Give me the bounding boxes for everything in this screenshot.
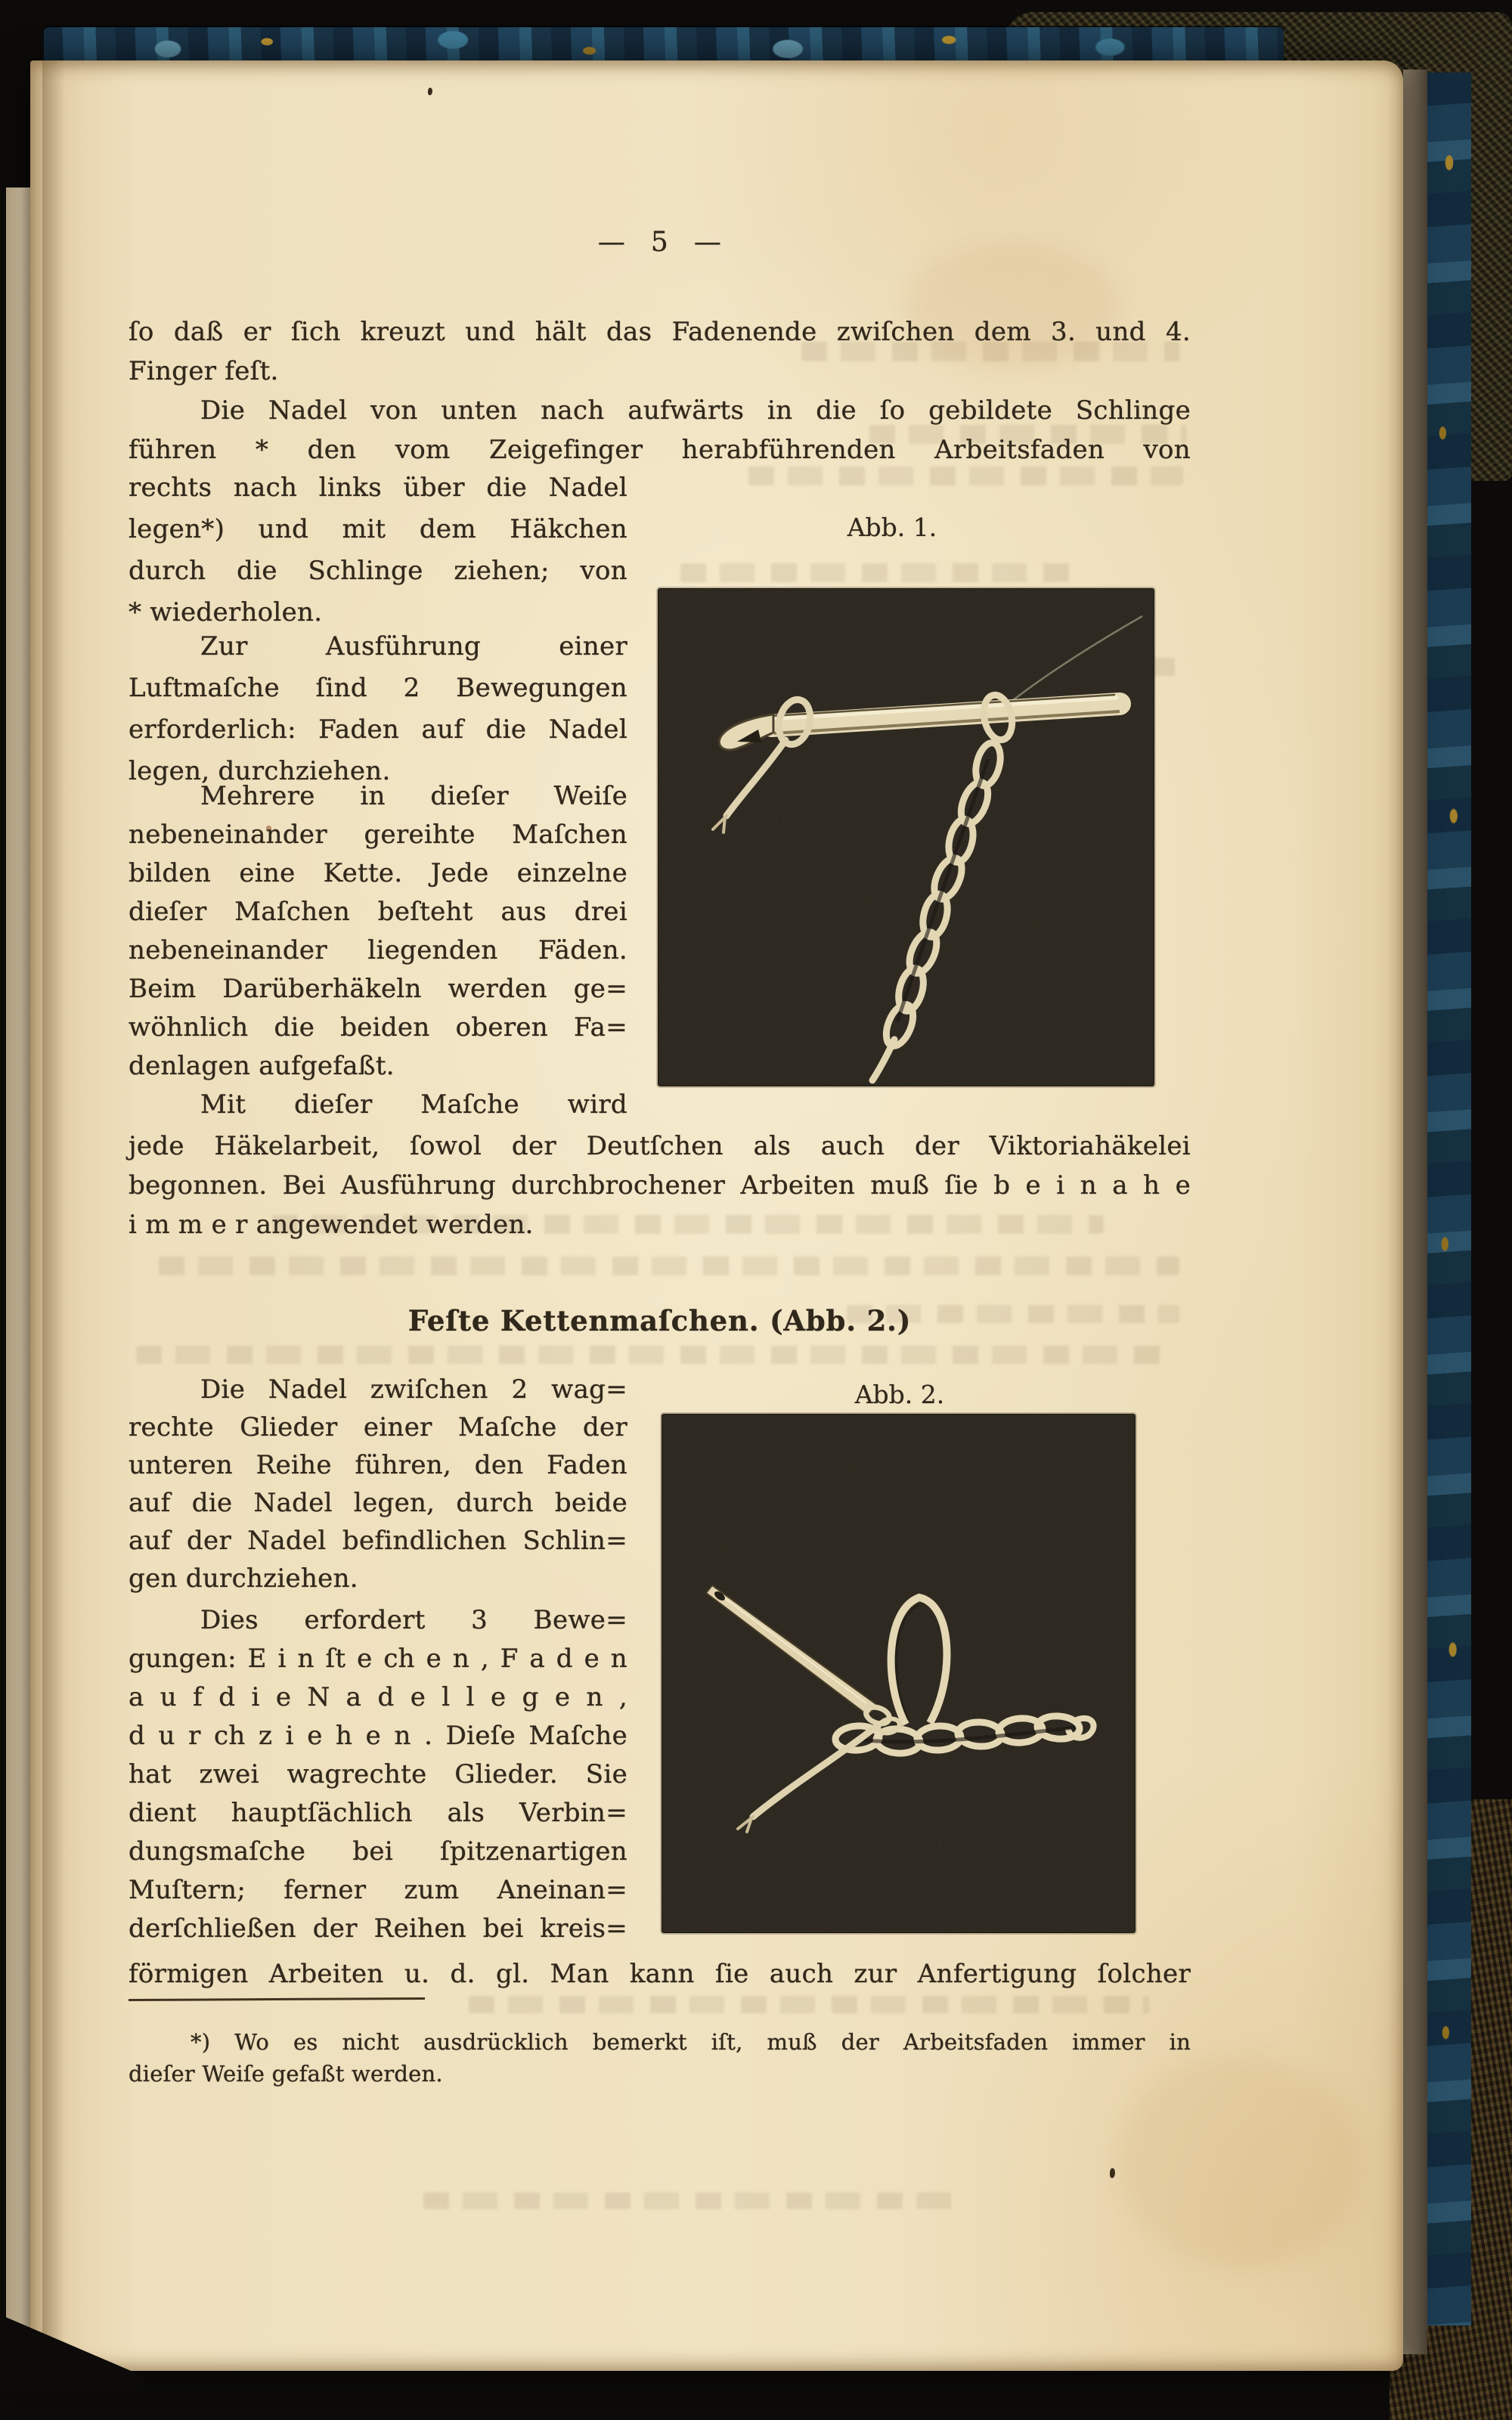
text-line: derſchließen der Reihen bei kreis= [129,1913,627,1944]
text-line: Die Nadel zwiſchen 2 wag= [200,1374,627,1405]
text-line: ſo daß er ſich kreuzt und hält das Fadenende zwiſchen dem 3. und 4. [129,317,1191,347]
paragraph-schlinge [129,391,1191,469]
figure-1-woodcut [658,588,1154,1086]
text-line: Muſtern; ferner zum Aneinan= [129,1875,627,1905]
text-line: Finger feſt. [129,356,279,386]
slip-stitch-chain-illustration [662,1415,1135,1932]
underlying-page-edge [6,187,32,2363]
text-line: legen, durchziehen. [129,756,391,786]
text-line: förmigen Arbeiten u. d. gl. Man kann ſie auch zur Anfertigung ſolcher [129,1959,1191,1989]
paragraph-luftmasche [129,626,627,792]
showthrough-ghost [680,563,1074,582]
paragraph-kette [129,777,627,1086]
text-line: durch die Schlinge ziehen; von [129,556,627,586]
text-line: dieſer Maſchen beſteht aus drei [129,897,627,927]
showthrough-ghost [136,1346,1172,1364]
text-line: denlagen aufgefaßt. [129,1051,395,1081]
paragraph-masche-lead [129,1086,627,1124]
text-line: nebeneinander gereihte Maſchen [129,820,627,850]
figure-2-caption: Abb. 2. [854,1380,945,1409]
text-line: auf der Nadel befindlichen Schlin= [129,1526,627,1556]
column-schlinge-continued [129,467,627,634]
text-line: Dies erfordert 3 Bewe= [200,1605,627,1635]
text-line: gen durchziehen. [129,1563,358,1594]
paragraph-bewegungen [129,1601,627,1948]
text-line: * wiederholen. [129,597,323,627]
text-line: Mehrere in dieſer Weiſe [200,781,627,811]
section-heading: Feſte Kettenmaſchen. (Abb. 2.) [407,1304,912,1337]
text-line: jede Häkelarbeit, ſowol der Deutſchen als auch der Viktoriahäkelei [129,1131,1191,1161]
text-line: Mit dieſer Maſche wird [200,1089,627,1120]
text-line: Zur Ausführung einer [200,631,627,662]
text-line: rechts nach links über die Nadel [129,473,627,503]
text-line: führen * den vom Zeigefinger herabführenden Arbeitsfaden von [129,435,1191,465]
paragraph-masche-continued [129,1126,1191,1244]
text-line: nebeneinander liegenden Fäden. [129,935,627,965]
paragraph-intro [129,312,1191,391]
ink-speck [428,88,432,95]
text-line: erforderlich: Faden auf die Nadel [129,714,627,745]
figure-1-caption: Abb. 1. [847,513,937,542]
paragraph-foermigen [129,1954,1191,1994]
fore-edge-marbling [1427,73,1471,2325]
top-edge-marbling [44,27,1284,64]
text-line: dieſer Weiſe gefaßt werden. [129,2061,443,2087]
footnote [129,2026,1191,2090]
footnote-rule [129,1997,425,2001]
page [30,60,1403,2371]
ink-speck [1110,2168,1115,2178]
paragraph-nadel2 [129,1371,627,1597]
text-line: i m m e r angewendet werden. [129,1210,534,1240]
text-line: unteren Reihe führen, den Faden [129,1450,627,1480]
gutter-crease [42,60,65,2371]
text-line: hat zwei wagrechte Glieder. Sie [129,1759,627,1789]
text-line: rechte Glieder einer Maſche der [129,1412,627,1442]
showthrough-ghost [469,1996,1149,2013]
text-line: legen*) und mit dem Häkchen [129,514,627,544]
text-line: begonnen. Bei Ausführung durchbrochener Arbeiten muß ſie b e i n a h e [129,1170,1191,1201]
text-line: Die Nadel von unten nach aufwärts in die ſo gebildete Schlinge [200,395,1191,426]
text-line: Beim Darüberhäkeln werden ge= [129,974,627,1004]
text-line: dungsmaſche bei ſpitzenartigen [129,1836,627,1867]
text-line: gungen: E i n ſt e ch e n , F a d e n [129,1644,627,1674]
fore-edge-pages [1403,70,1427,2354]
text-line: dient hauptſächlich als Verbin= [129,1798,627,1828]
figure-2-woodcut [662,1414,1136,1933]
text-line: Luftmaſche ſind 2 Bewegungen [129,673,627,703]
showthrough-ghost [423,2192,968,2209]
crochet-hook-chain-illustration [658,589,1154,1086]
text-line: auf die Nadel legen, durch beide [129,1488,627,1518]
text-line: bilden eine Kette. Jede einzelne [129,858,627,888]
showthrough-ghost [159,1256,1179,1275]
text-line: wöhnlich die beiden oberen Fa= [129,1012,627,1043]
text-line: a u f d i e N a d e l l e g e n , [129,1682,627,1712]
text-line: d u r ch z i e h e n . Dieſe Maſche [129,1721,627,1751]
text-line: *) Wo es nicht ausdrücklich bemerkt iſt, muß der Arbeitsfaden immer in [191,2029,1191,2055]
page-number: — 5 — [597,227,722,258]
